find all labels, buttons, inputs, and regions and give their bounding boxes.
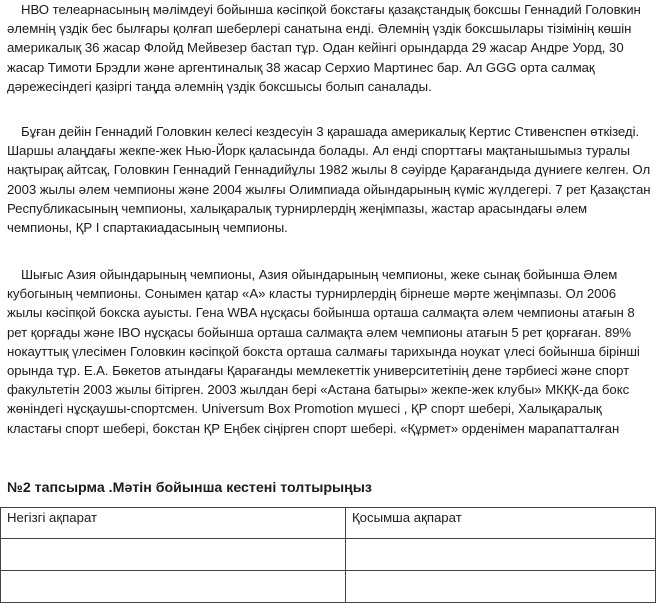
paragraph-2: Бұған дейін Геннадий Головкин келесі кездесуін 3 қарашада америкалық Кертис Стивенспен өткізеді. Шаршы алаңдағы жекпе-жек Нью-Йорк қаласында болады. Ал енді спорттағы мақтанышымыз туралы нақтырақ айтсақ, Головкин Геннадий Геннадийұлы 1982 жылы 8 сәуірде Қарағандыда дүниеге келген. Ол 2003 жылы әлем чемпионы және 2004 жылғы Олимпиада ойындарының күміс жүлдегері. 7 рет Қазақстан Республикасының чемпионы, халықаралық турнирлердің жеңімпазы, жастар арасындағы әлем чемпионы, ҚР І спартакиадасының чемпионы.	[7, 124, 651, 236]
task-heading: №2 тапсырма .Мәтін бойынша кестені толтырыңыз	[7, 480, 372, 496]
table-cell-additional[interactable]	[346, 539, 656, 571]
header-main-info: Негізгі ақпарат	[1, 508, 346, 539]
table-cell-main[interactable]	[1, 571, 346, 603]
table-row	[1, 539, 656, 571]
paragraph-3: Шығыс Азия ойындарының чемпионы, Азия ойындарының чемпионы, жеке сынақ бойынша Әлем кубогының чемпионы. Сонымен қатар «А» класты турнирлердің бірнеше мәрте жеңімпазы. Ол 2006 жылы кәсіпқой бокска ауысты. Гена WBA нұсқасы бойынша орташа салмақта әлем чемпионы атағын 8 рет қорғады және IBO нұсқасы бойынша орташа салмақта әлем чемпионы атағын 5 рет қорғаған. 89% нокауттық үлесімен Головкин кәсіпқой бокста орташа салмағы тарихында ноукат үлесі бойынша бірінші орында тұр. Е.А. Бөкетов атындағы Қарағанды мемлекеттік университетінің дене тәрбиесі және спорт факультетін 2003 жылы бітірген. 2003 жылдан бері «Астана батыры» жекпе-жек клубы» МКҚК-да бокс жөніндегі нұсқаушы-спортсмен. Universum Box Promotion мүшесі , ҚР спорт шебері, Халықаралық кластағы спорт шебері, бокстан ҚР Еңбек сіңірген спорт шебері. «Құрмет» орденімен марапатталған	[7, 267, 640, 436]
header-additional-info: Қосымша ақпарат	[346, 508, 656, 539]
table-row	[1, 571, 656, 603]
paragraph-1: НВО телеарнасының мәлімдеуі бойынша кәсіпқой бокстағы қазақстандық боксшы Геннадий Головкин әлемнің үздік бес былғары қолғап шеберлері санатына енді. Әлемнің үздік боксшылары тізімінің көшін америкалық 36 жасар Флойд Мейвезер бастап тұр. Одан кейінгі орындарда 29 жасар Андре Уорд, 30 жасар Тимоти Брэдли және аргентиналық 38 жасар Серхио Мартинес бар. Ал GGG орта салмақ дәрежесіндегі қазіргі таңда әлемнің үздік боксшысы болып саналады.	[7, 2, 641, 94]
answer-table	[0, 507, 656, 603]
table-cell-additional[interactable]	[346, 571, 656, 603]
table-header-row	[1, 508, 656, 539]
table-cell-main[interactable]	[1, 539, 346, 571]
